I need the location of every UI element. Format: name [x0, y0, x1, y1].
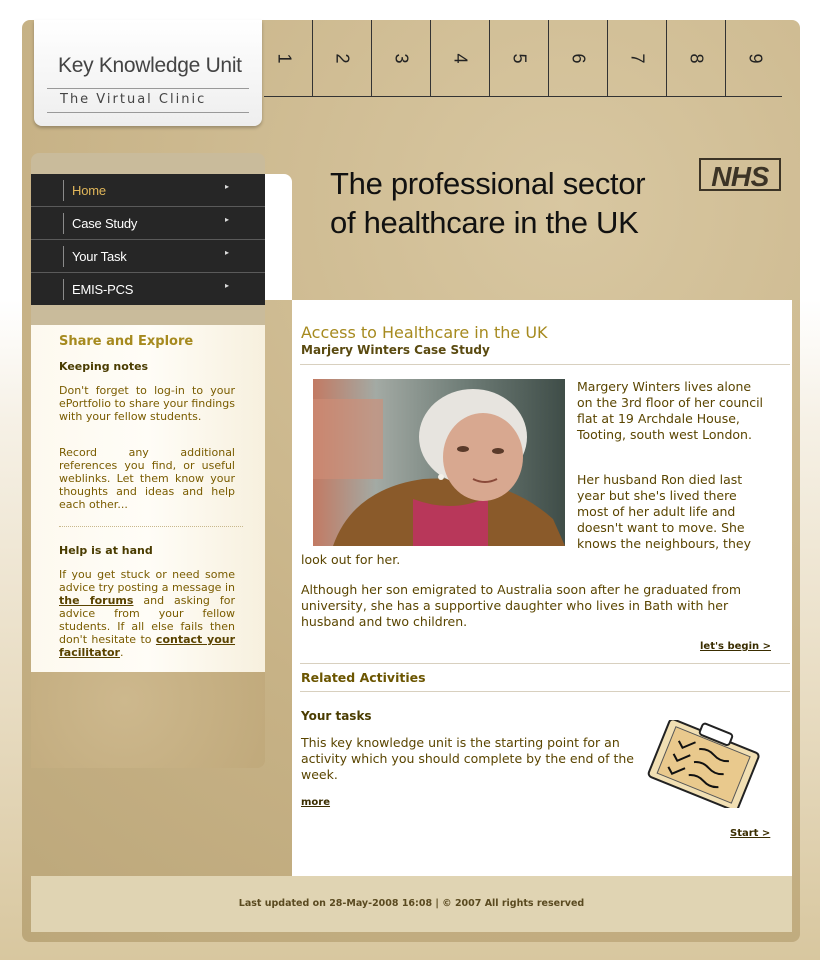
- nav-separator: [63, 246, 64, 267]
- nav-bottom-cap: [31, 305, 265, 325]
- your-tasks-text: This key knowledge unit is the starting point for an activity which you should complete by the end of the week.: [301, 735, 634, 782]
- logo-divider: [47, 112, 249, 113]
- forums-link[interactable]: the forums: [59, 594, 134, 607]
- sidebar-heading: Share and Explore: [59, 334, 194, 349]
- nav-item-home[interactable]: [31, 174, 265, 207]
- page-title: Access to Healthcare in the UK: [301, 323, 548, 342]
- ruler-cell-1: 1: [274, 52, 295, 64]
- help-title: Help is at hand: [59, 544, 153, 557]
- sidebar-bottom-panel: [31, 672, 265, 768]
- lets-begin-link[interactable]: let's begin >: [700, 641, 771, 652]
- nav-separator: [63, 180, 64, 201]
- logo-subtitle: The Virtual Clinic: [60, 92, 207, 107]
- facilitator-link[interactable]: contact your facilitator: [59, 633, 236, 659]
- case-study-photo: [313, 379, 565, 546]
- more-link[interactable]: more: [301, 797, 331, 808]
- clipboard-icon: [636, 720, 772, 808]
- keeping-notes-title: Keeping notes: [59, 360, 149, 373]
- arrow-right-icon: ▸: [224, 281, 229, 290]
- case-paragraph-2a: Her husband Ron died last year but she's lived there most of her adult life and doesn't want to move. She knows the neighbours, they: [577, 472, 751, 551]
- case-paragraph-3: Although her son emigrated to Australia soon after he graduated from university, she has a supportive daughter who lives in Bath with her husband and two children.: [301, 582, 742, 629]
- ruler-cell-9: 9: [725, 20, 784, 96]
- nav-separator: [63, 213, 64, 234]
- help-text: If you get stuck or need some advice try posting a message in the forums and asking for advice from your fellow students. If all else fails then don't hesitate to contact your facilitator.: [59, 568, 236, 659]
- keeping-notes-text-1: Don't forget to log-in to your ePortfolio to share your findings with your fellow students.: [59, 384, 235, 423]
- ruler-cell-6: 6: [548, 20, 607, 96]
- ruler-cell-4: 4: [430, 20, 489, 96]
- ruler-strip: [264, 20, 782, 97]
- site-logo[interactable]: [34, 20, 262, 126]
- banner-headline: [330, 164, 645, 242]
- elderly-woman-image: [313, 379, 565, 546]
- keeping-notes-text-2: Record any additional references you find, or useful weblinks. Let them know your thoughts and ideas and help each other...: [59, 446, 235, 511]
- nhs-logo: NHS: [699, 158, 781, 191]
- nav-item-label: EMIS-PCS: [72, 282, 134, 297]
- ruler-cell-2: 2: [312, 20, 371, 96]
- page-footer: [31, 876, 792, 932]
- nav-item-label: Your Task: [72, 249, 127, 264]
- nav-top-cap: [31, 153, 265, 175]
- content-divider: [300, 364, 790, 365]
- nav-item-label: Home: [72, 183, 106, 198]
- nav-item-label: Case Study: [72, 216, 138, 231]
- sidebar-divider: [59, 526, 243, 527]
- ruler-cell-5: 5: [489, 20, 548, 96]
- banner-edge: [265, 174, 292, 300]
- arrow-right-icon: ▸: [224, 182, 229, 191]
- nav-item-emis-pcs[interactable]: [31, 273, 265, 305]
- case-paragraph-2b: look out for her.: [301, 552, 401, 567]
- arrow-right-icon: ▸: [224, 248, 229, 257]
- ruler-cell-8: 8: [666, 20, 725, 96]
- arrow-right-icon: ▸: [224, 215, 229, 224]
- logo-title: Key Knowledge Unit: [58, 54, 242, 77]
- banner-line-2: of healthcare in the UK: [330, 205, 639, 240]
- start-link[interactable]: Start >: [730, 828, 771, 839]
- sidebar-share-explore: [31, 325, 265, 672]
- case-paragraph-1: Margery Winters lives alone on the 3rd floor of her council flat at 19 Archdale House, Tooting, south west London.: [577, 379, 764, 442]
- main-content: [292, 300, 792, 876]
- ruler-cell-3: 3: [371, 20, 430, 96]
- footer-text: Last updated on 28-May-2008 16:08 | © 2007 All rights reserved: [238, 898, 585, 909]
- your-tasks-title: Your tasks: [301, 709, 372, 723]
- nav-separator: [63, 279, 64, 300]
- banner-line-1: The professional sector: [330, 166, 646, 201]
- related-activities-title: Related Activities: [301, 670, 426, 685]
- page-subtitle: Marjery Winters Case Study: [301, 343, 490, 357]
- content-divider: [300, 663, 790, 664]
- content-divider: [300, 691, 790, 692]
- nav-item-your-task[interactable]: [31, 240, 265, 273]
- nav-item-case-study[interactable]: [31, 207, 265, 240]
- logo-divider: [47, 88, 249, 89]
- main-nav: [31, 174, 265, 305]
- ruler-cell-7: 7: [607, 20, 666, 96]
